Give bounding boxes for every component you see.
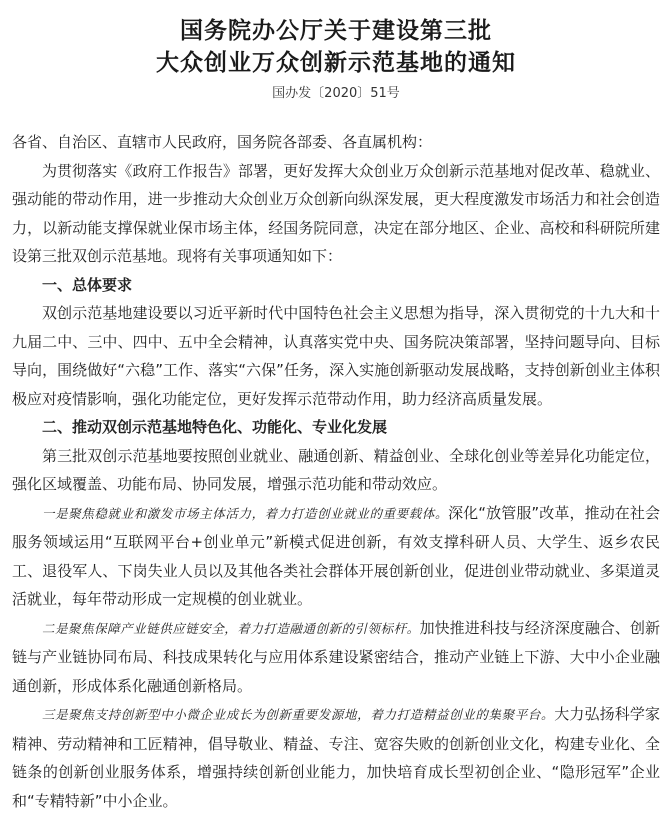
document-body — [12, 128, 660, 815]
intro-paragraph: 为贯彻落实《政府工作报告》部署，更好发挥大众创业万众创新示范基地对促改革、稳就业、强动能的带动作用，进一步推动大众创业万众创新向纵深发展，更大程度激发市场活力和社会创造力，以新动能支撑保就业保市场主体，经国务院同意，决定在部分地区、企业、高校和科研院所建设第三批双创示范基地。现将有关事项通知如下： — [12, 161, 660, 265]
item3-lead: 三是聚焦支持创新型中小微企业成长为创新重要发源地，着力打造精益创业的集聚平台。 — [42, 707, 555, 722]
section2-body: 第三批双创示范基地要按照创业就业、融通创新、精益创业、全球化创业等差异化功能定位，强化区域覆盖、功能布局、协同发展，增强示范功能和带动效应。 — [12, 446, 660, 493]
section2-heading: 二、推动双创示范基地特色化、功能化、专业化发展 — [42, 418, 388, 436]
section1-heading: 一、总体要求 — [42, 275, 133, 294]
item2-lead: 二是聚焦保障产业链供应链安全，着力打造融通创新的引领标杆。 — [42, 620, 420, 636]
section2-item1 — [12, 499, 660, 614]
item3-body: 大力弘扬科学家精神、劳动精神和工匠精神，倡导敬业、精益、专注、宽容失败的创新创业文化，构建专业化、全链条的创新创业服务体系，增强持续创新创业能力，加快培育成长型初创企业、“隐形冠军”企业和“专精特新”中小企业。 — [12, 705, 660, 810]
document-number: 国办发〔2020〕51号 — [272, 86, 400, 101]
item2-body: 加快推进科技与经济深度融合、创新链与产业链协同布局、科技成果转化与应用体系建设紧密结合，推动产业链上下游、大中小企业融通创新，形成体系化融通创新格局。 — [12, 618, 660, 695]
salutation: 各省、自治区、直辖市人民政府，国务院各部委、各直属机构： — [12, 133, 433, 151]
document-title-line1: 国务院办公厅关于建设第三批 — [180, 17, 492, 44]
section1-body: 双创示范基地建设要以习近平新时代中国特色社会主义思想为指导，深入贯彻党的十九大和十九届二中、三中、四中、五中全会精神，认真落实党中央、国务院决策部署，坚持问题导向、目标导向，围绕做好“六稳”工作、落实“六保”任务，深入实施创新驱动发展战略，支持创新创业主体积极应对疫情影响，强化功能定位，更好发挥示范带动作用，助力经济高质量发展。 — [12, 304, 660, 408]
section2-item3 — [12, 700, 660, 815]
document-title-line2: 大众创业万众创新示范基地的通知 — [156, 49, 516, 76]
section2-item2 — [12, 614, 660, 701]
item1-lead: 一是聚焦稳就业和激发市场主体活力，着力打造创业就业的重要载体。 — [42, 505, 449, 521]
item1-body: 深化“放管服”改革，推动在社会服务领域运用“互联网平台+创业单元”新模式促进创新，有效支撑科研人员、大学生、返乡农民工、退役军人、下岗失业人员以及其他各类社会群体开展创新创业，促进创业带动就业、多渠道灵活就业，每年带动形成一定规模的创业就业。 — [12, 503, 660, 608]
